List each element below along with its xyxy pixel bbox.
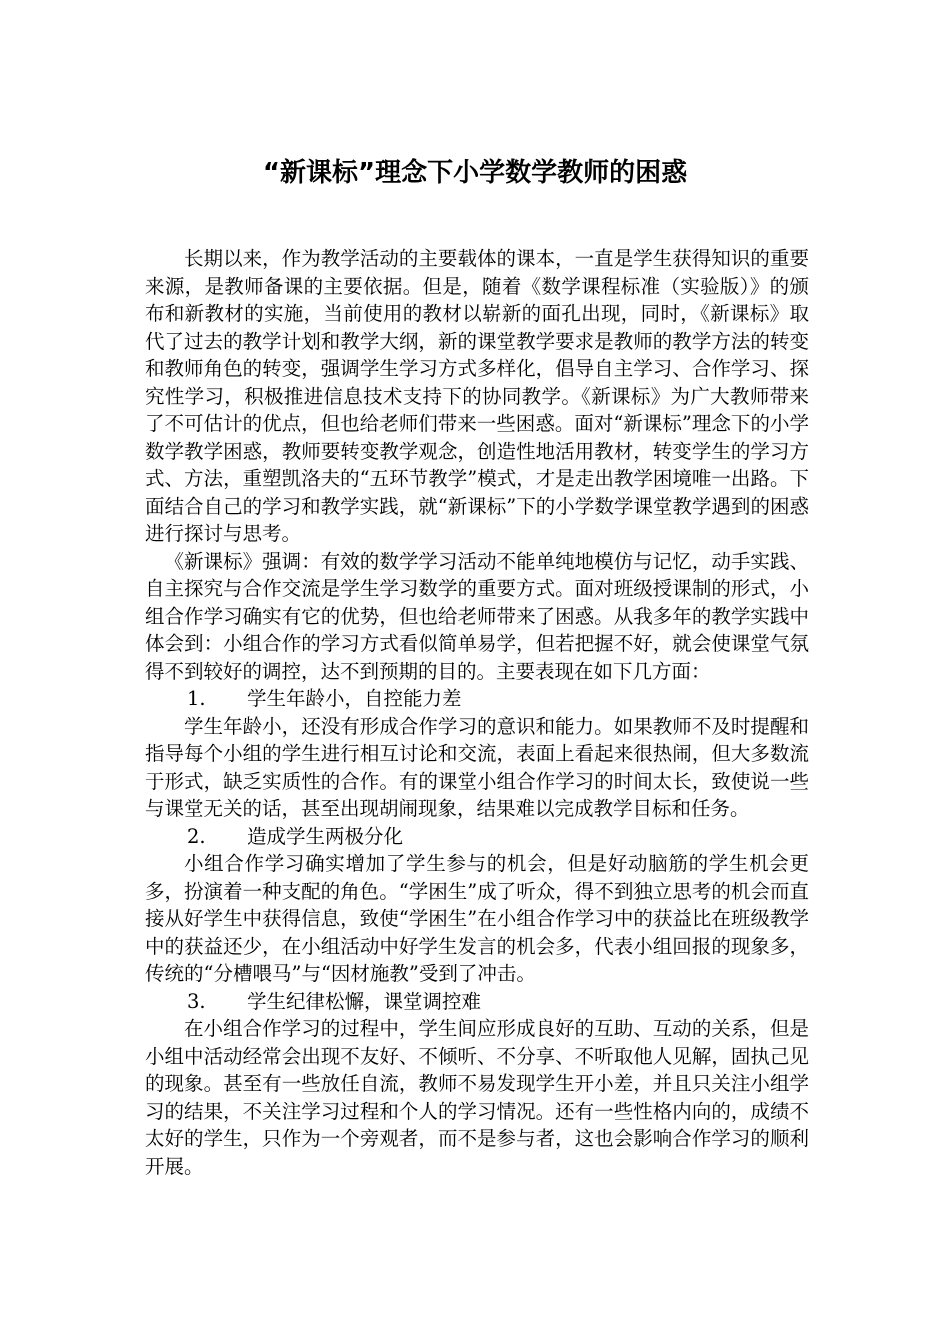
document-body <box>145 245 809 1180</box>
section-heading-3 <box>145 988 809 1016</box>
document-title: “新课标”理念下小学数学教师的困惑 <box>262 158 688 188</box>
standard-paragraph: 《新课标》强调：有效的数学学习活动不能单纯地模仿与记忆，动手实践、自主探究与合作交流是学生学习数学的重要方式。面对班级授课制的形式，小组合作学习确实有它的优势，但也给老师带来了困惑。从我多年的教学实践中体会到：小组合作的学习方式看似简单易学，但若把握不好，就会使课堂气氛得不到较好的调控，达不到预期的目的。主要表现在如下几方面： <box>145 549 809 683</box>
section-heading-2 <box>145 823 809 851</box>
intro-paragraph: 长期以来，作为教学活动的主要载体的课本，一直是学生获得知识的重要来源，是教师备课的主要依据。但是，随着《数学课程标准（实验版）》的颁布和新教材的实施，当前使用的教材以崭新的面孔出现，同时，《新课标》取代了过去的教学计划和教学大纲，新的课堂教学要求是教师的教学方法的转变和教师角色的转变，强调学生学习方式多样化，倡导自主学习、合作学习、探究性学习，积极推进信息技术支持下的协同教学。《新课标》为广大教师带来了不可估计的优点，但也给老师们带来一些困惑。面对“新课标”理念下的小学数学教学困惑，教师要转变教学观念，创造性地活用教材，转变学生的学习方式、方法，重塑凯洛夫的“五环节教学”模式，才是走出教学困境唯一出路。下面结合自己的学习和教学实践，就“新课标”下的小学数学课堂教学遇到的困惑进行探讨与思考。 <box>145 247 809 545</box>
section-paragraph-3: 在小组合作学习的过程中，学生间应形成良好的互助、互动的关系，但是小组中活动经常会出现不友好、不倾听、不分享、不听取他人见解，固执己见的现象。甚至有一些放任自流，教师不易发现学生开小差，并且只关注小组学习的结果，不关注学习过程和个人的学习情况。还有一些性格内向的，成绩不太好的学生，只作为一个旁观者，而不是参与者，这也会影响合作学习的顺利开展。 <box>145 1017 809 1178</box>
section-heading-1 <box>145 685 809 713</box>
section-paragraph-1: 学生年龄小，还没有形成合作学习的意识和能力。如果教师不及时提醒和指导每个小组的学生进行相互讨论和交流，表面上看起来很热闹，但大多数流于形式，缺乏实质性的合作。有的课堂小组合作学习的时间太长，致使说一些与课堂无关的话，甚至出现胡闹现象，结果难以完成教学目标和任务。 <box>145 714 809 820</box>
section-paragraph-2: 小组合作学习确实增加了学生参与的机会，但是好动脑筋的学生机会更多，扮演着一种支配的角色。“学困生”成了听众，得不到独立思考的机会而直接从好学生中获得信息，致使“学困生”在小组合作学习中的获益比在班级教学中的获益还少，在小组活动中好学生发言的机会多，代表小组回报的现象多，传统的“分槽喂马”与“因材施教”受到了冲击。 <box>145 852 809 985</box>
section-number: 3. <box>187 989 206 1013</box>
section-title: 学生年龄小，自控能力差 <box>247 687 462 710</box>
section-title: 学生纪律松懈，课堂调控难 <box>247 989 482 1013</box>
section-number: 1. <box>187 687 206 710</box>
section-number: 2. <box>187 824 206 848</box>
section-title: 造成学生两极分化 <box>247 824 404 848</box>
